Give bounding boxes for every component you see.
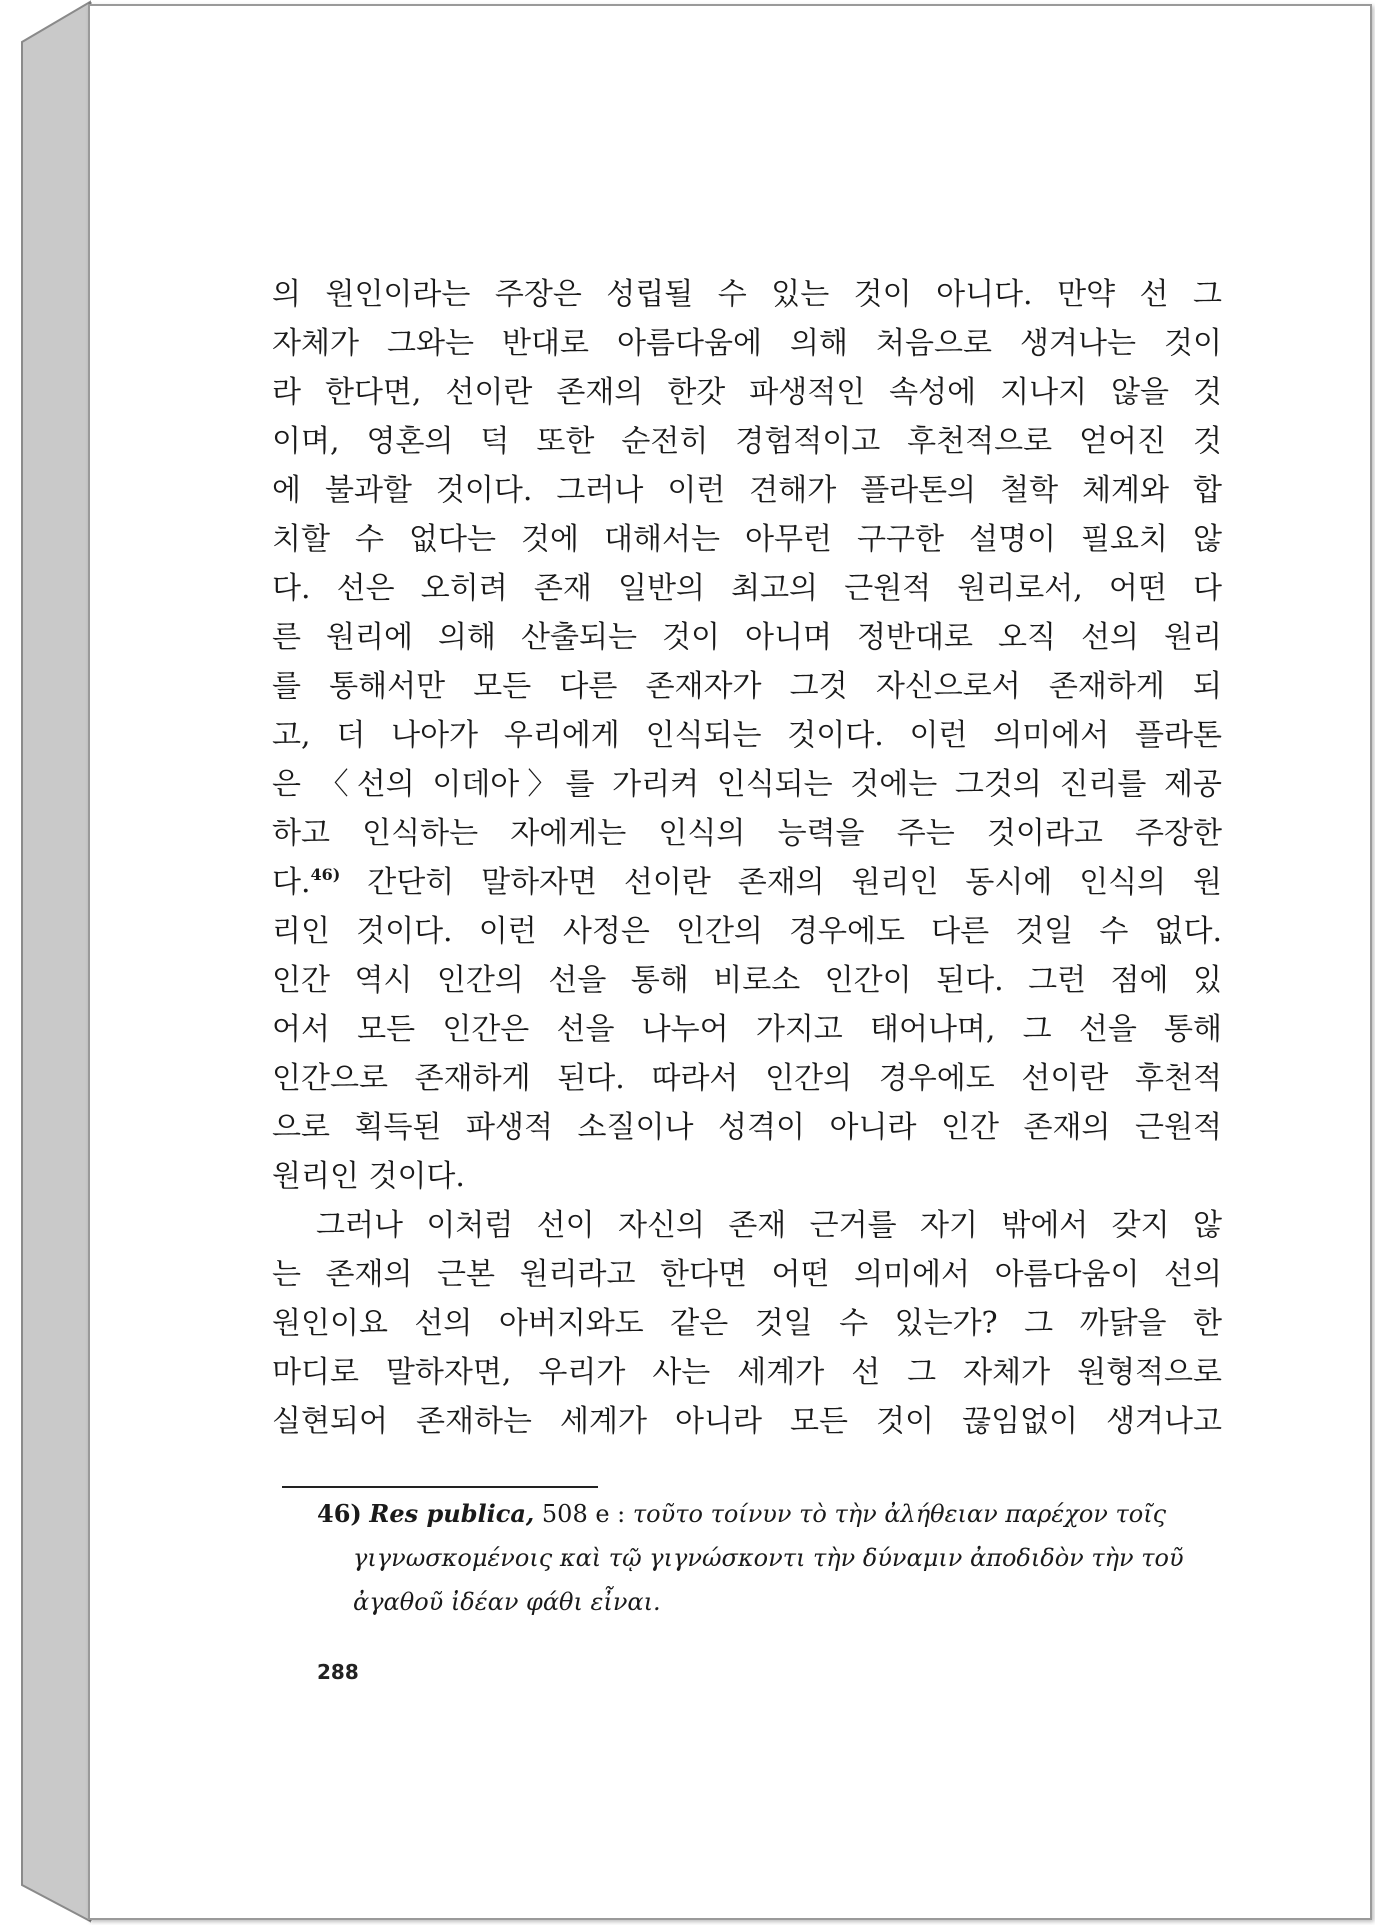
footnote-reference: 46) — [310, 865, 341, 884]
text-line: 원인이요 선의 아버지와도 같은 것일 수 있는가? 그 까닭을 한 — [272, 1306, 1222, 1341]
footnote-locator: 508 e : — [541, 1500, 626, 1528]
text-line: 하고 인식하는 자에게는 인식의 능력을 주는 것이라고 주장한 — [272, 816, 1222, 851]
text-line: 마디로 말하자면, 우리가 사는 세계가 선 그 자체가 원형적으로 — [272, 1355, 1222, 1390]
text-line: 이며, 영혼의 덕 또한 순전히 경험적이고 후천적으로 얻어진 것 — [272, 424, 1222, 459]
text-line: 치할 수 없다는 것에 대해서는 아무런 구구한 설명이 필요치 않 — [272, 522, 1222, 557]
text-line: 인간으로 존재하게 된다. 따라서 인간의 경우에도 선이란 후천적 — [272, 1061, 1222, 1096]
body-text — [272, 270, 1222, 1446]
line-prefix: 다. — [272, 865, 311, 900]
footnote-source: Res publica, — [369, 1499, 535, 1528]
line-rest: 간단히 말하자면 선이란 존재의 원리인 동시에 인식의 원 — [367, 865, 1222, 900]
text-line: 으로 획득된 파생적 소질이나 성격이 아니라 인간 존재의 근원적 — [272, 1110, 1222, 1145]
footnote-greek: ἀγαθοῦ ἰδέαν φάθι εἶναι. — [353, 1588, 661, 1616]
footnote — [317, 1492, 1222, 1624]
footnote-greek: γιγνωσκομένοις καὶ τῷ γιγνώσκοντι τὴν δύναμιν ἀποδιδὸν τὴν τοῦ — [353, 1544, 1184, 1572]
text-line: 리인 것이다. 이런 사정은 인간의 경우에도 다른 것일 수 없다. — [272, 914, 1222, 949]
text-line: 어서 모든 인간은 선을 나누어 가지고 태어나며, 그 선을 통해 — [272, 1012, 1222, 1047]
text-line: 실현되어 존재하는 세계가 아니라 모든 것이 끊임없이 생겨나고 — [272, 1404, 1222, 1439]
text-line-paragraph-start: 그러나 이처럼 선이 자신의 존재 근거를 자기 밖에서 갖지 않 — [316, 1208, 1222, 1243]
text-line: 의 원인이라는 주장은 성립될 수 있는 것이 아니다. 만약 선 그 — [272, 277, 1222, 312]
book-spine — [0, 0, 100, 1925]
text-line-with-footnote — [272, 858, 1222, 907]
text-line: 는 존재의 근본 원리라고 한다면 어떤 의미에서 아름다움이 선의 — [272, 1257, 1222, 1292]
text-line: 자체가 그와는 반대로 아름다움에 의해 처음으로 생겨나는 것이 — [272, 326, 1222, 361]
footnote-line — [317, 1492, 1222, 1536]
text-line: 인간 역시 인간의 선을 통해 비로소 인간이 된다. 그런 점에 있 — [272, 963, 1222, 998]
text-line-paragraph-end: 원리인 것이다. — [272, 1159, 465, 1194]
footnote-line — [317, 1580, 1222, 1624]
footnote-divider — [282, 1486, 598, 1488]
text-line: 다. 선은 오히려 존재 일반의 최고의 근원적 원리로서, 어떤 다 — [272, 571, 1222, 606]
text-line: 를 통해서만 모든 다른 존재자가 그것 자신으로서 존재하게 되 — [272, 669, 1222, 704]
text-line: 른 원리에 의해 산출되는 것이 아니며 정반대로 오직 선의 원리 — [272, 620, 1222, 655]
text-line: 에 불과할 것이다. 그러나 이런 견해가 플라톤의 철학 체계와 합 — [272, 473, 1222, 508]
text-line: 고, 더 나아가 우리에게 인식되는 것이다. 이런 의미에서 플라톤 — [272, 718, 1222, 753]
text-line: 라 한다면, 선이란 존재의 한갓 파생적인 속성에 지나지 않을 것 — [272, 375, 1222, 410]
text-line: 은 〈선의 이데아〉를 가리켜 인식되는 것에는 그것의 진리를 제공 — [272, 767, 1222, 802]
footnote-number: 46) — [317, 1499, 362, 1528]
page-number: 288 — [317, 1660, 359, 1684]
footnote-greek: τοῦτο τοίνυν τὸ τὴν ἀλήθειαν παρέχον τοῖς — [632, 1500, 1167, 1528]
footnote-line — [317, 1536, 1222, 1580]
